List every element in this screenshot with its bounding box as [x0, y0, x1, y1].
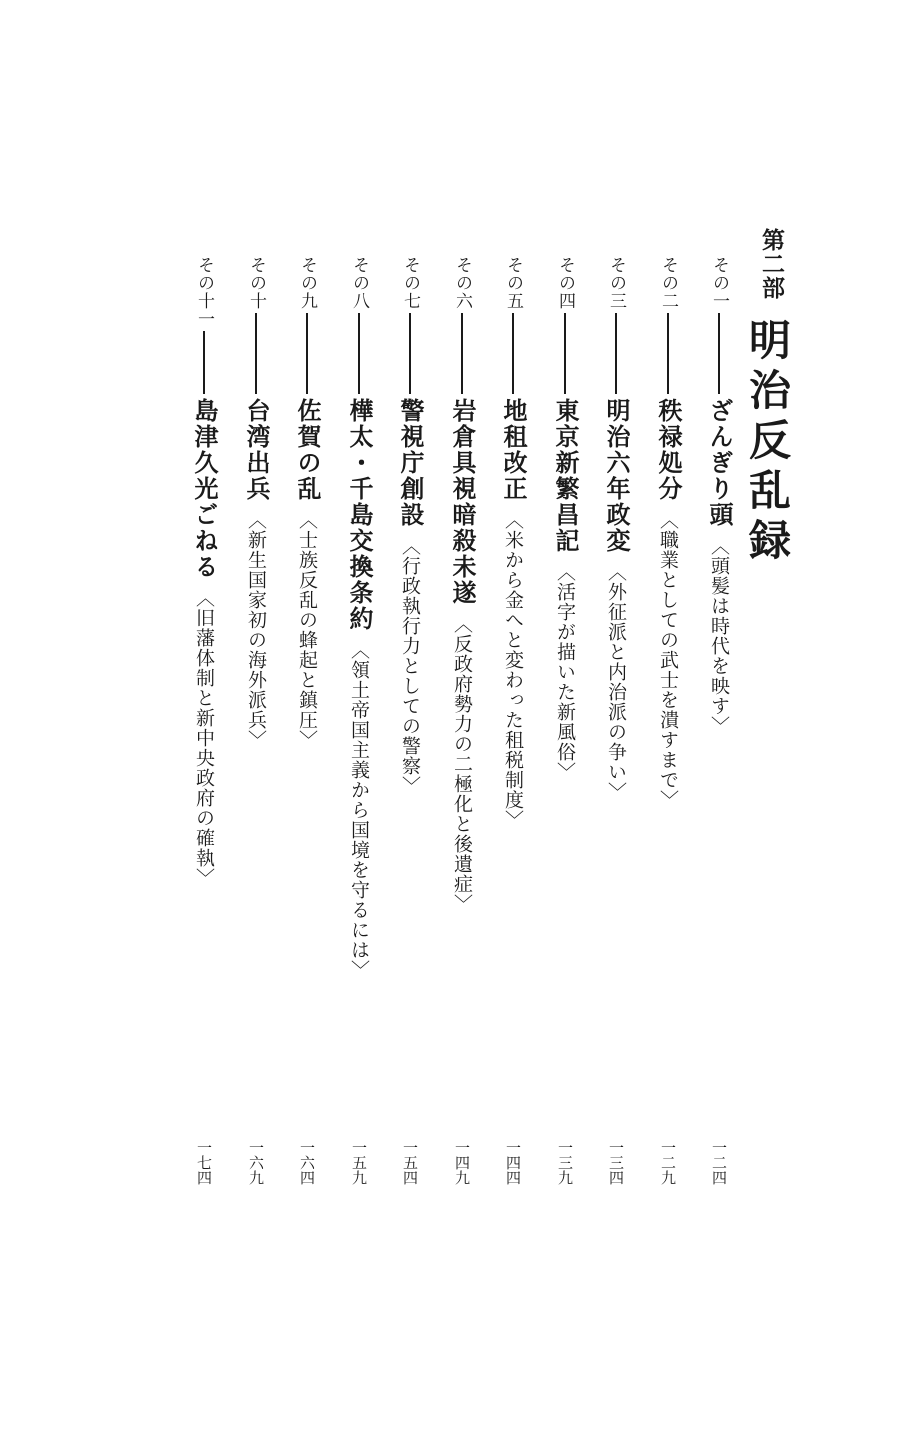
entry-subtitle: 〈職業としての武士を潰すまで〉	[657, 510, 679, 810]
leader-rule	[615, 313, 617, 394]
entry-number: その三	[606, 256, 626, 310]
entry-number: その九	[297, 256, 317, 310]
toc-entry	[603, 256, 629, 956]
entry-number: その十	[246, 256, 266, 310]
entry-subtitle: 〈領土帝国主義から国境を守るには〉	[348, 640, 370, 980]
page-number: 一六九	[247, 1140, 265, 1185]
entry-number: その六	[452, 256, 472, 310]
entry-title: 島津久光ごねる	[190, 398, 219, 580]
leader-rule	[718, 313, 720, 394]
entry-title: 佐賀の乱	[293, 398, 322, 502]
page-number: 一四九	[453, 1140, 471, 1185]
entry-number: その一	[709, 256, 729, 310]
toc-entry	[345, 256, 374, 980]
toc-entry	[191, 256, 217, 956]
entry-title: 秩禄処分	[654, 398, 683, 502]
page-number: 一七四	[195, 1140, 213, 1185]
entry-number: その二	[658, 256, 678, 310]
leader-rule	[255, 313, 257, 394]
toc-entry	[243, 256, 269, 956]
entry-subtitle: 〈旧藩体制と新中央政府の確執〉	[193, 588, 215, 888]
entry-subtitle: 〈新生国家初の海外派兵〉	[245, 510, 267, 750]
leader-rule	[358, 313, 360, 394]
leader-rule	[306, 313, 308, 394]
toc-entry	[449, 256, 475, 956]
leader-rule	[667, 313, 669, 394]
entry-number: その十一	[194, 256, 214, 328]
leader-rule	[512, 313, 514, 394]
entry-subtitle: 〈頭髪は時代を映す〉	[708, 536, 730, 736]
page-number: 一三九	[556, 1140, 574, 1185]
part-title: 明治反乱録	[743, 318, 792, 568]
entry-subtitle: 〈反政府勢力の二極化と後遺症〉	[451, 614, 473, 914]
toc-entry	[706, 256, 732, 956]
leader-rule	[564, 313, 566, 394]
entry-number: その五	[503, 256, 523, 310]
entry-title: 警視庁創設	[396, 398, 425, 528]
page-number: 一五九	[350, 1140, 368, 1185]
entry-subtitle: 〈外征派と内治派の争い〉	[605, 562, 627, 802]
page-number: 一四四	[504, 1140, 522, 1185]
entry-number: その七	[400, 256, 420, 310]
part-label: 第二部	[758, 228, 785, 300]
entry-subtitle: 〈米から金へと変わった租税制度〉	[502, 510, 524, 830]
toc-entry	[552, 256, 578, 956]
entry-subtitle: 〈活字が描いた新風俗〉	[554, 562, 576, 782]
leader-rule	[409, 313, 411, 394]
entry-number: その八	[349, 256, 369, 310]
entry-title: 地租改正	[499, 398, 528, 502]
entry-title: ざんぎり頭	[705, 398, 734, 528]
toc-entry	[397, 256, 423, 956]
toc-entry	[500, 256, 526, 956]
page-number: 一二四	[710, 1140, 728, 1185]
entry-subtitle: 〈士族反乱の蜂起と鎮圧〉	[296, 510, 318, 750]
page-number: 一二九	[659, 1140, 677, 1185]
entry-title: 岩倉具視暗殺未遂	[448, 398, 477, 606]
entry-subtitle: 〈行政執行力としての警察〉	[399, 536, 421, 796]
page-number: 一三四	[607, 1140, 625, 1185]
entry-number: その四	[555, 256, 575, 310]
page-number: 一五四	[401, 1140, 419, 1185]
entry-title: 台湾出兵	[242, 398, 271, 502]
toc-entry	[294, 256, 320, 956]
entry-title: 樺太・千島交換条約	[345, 398, 374, 632]
leader-rule	[461, 313, 463, 394]
page-number: 一六四	[298, 1140, 316, 1185]
toc-entry	[655, 256, 681, 956]
leader-rule	[203, 331, 205, 394]
entry-title: 明治六年政変	[602, 398, 631, 554]
entry-title: 東京新繁昌記	[551, 398, 580, 554]
